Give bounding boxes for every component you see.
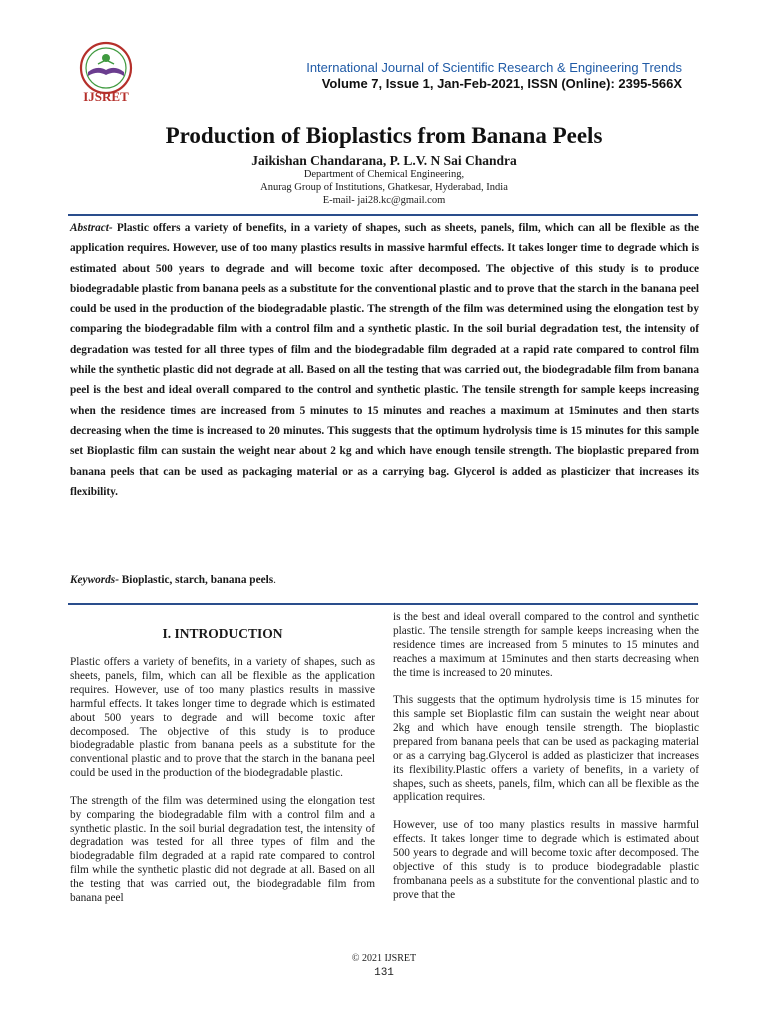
keywords-end: . xyxy=(273,574,276,586)
keywords xyxy=(70,574,276,586)
intro-paragraph-3: is the best and ideal overall compared to the control and synthetic plastic. The tensile strength for sample keeps increasing when the residence times are increased from 5 minutes to 15 minutes and reaches a maximum at 15minutes and then starts decreasing when the time is increased to 20 minutes. xyxy=(393,611,699,679)
intro-paragraph-4: This suggests that the optimum hydrolysis time is 15 minutes for this sample set Bioplastic film can sustain the weight near about 2kg and which have enough tensile strength. The bioplastic prepared from banana peels that can be used as packaging material or as a carrying bag.Glycerol is added as plasticizer that increases its flexibility.Plastic offers a variety of benefits, in a variety of shapes, such as sheets, panels, film, which can all be flexible as the application requires. xyxy=(393,694,699,804)
keywords-label: Keywords- xyxy=(70,574,119,586)
footer-copyright: © 2021 IJSRET xyxy=(351,953,417,964)
journal-name: International Journal of Scientific Research & Engineering Trends xyxy=(306,60,682,75)
affiliation-institution: Anurag Group of Institutions, Ghatkesar, Hyderabad, India xyxy=(260,182,508,193)
left-column xyxy=(70,656,375,920)
intro-paragraph-1: Plastic offers a variety of benefits, in a variety of shapes, such as sheets, panels, film, which can all be flexible as the application requires. However, use of too many plastics results in massive harmful effects. It takes longer time to degrade which is estimated about 500 years to degrade and will become toxic after decomposed. The objective of this study is to produce biodegradable plastic from banana peels as a substitute for the conventional plastic and to prove that the starch in the banana peel could be used in the production of the biodegradable plastic. xyxy=(70,656,375,780)
paper-title: Production of Bioplastics from Banana Peels xyxy=(165,123,603,148)
section-heading-introduction: I. INTRODUCTION xyxy=(162,626,283,641)
ijsret-logo xyxy=(68,38,144,104)
keywords-divider xyxy=(68,603,698,605)
logo-text: IJSRET xyxy=(83,89,129,104)
affiliation-email: E-mail- jai28.kc@gmail.com xyxy=(322,195,446,206)
page-number: 131 xyxy=(374,967,394,979)
affiliation-department: Department of Chemical Engineering, xyxy=(303,169,465,180)
intro-paragraph-2: The strength of the film was determined using the elongation test by comparing the biodegradable film with a control film and a synthetic plastic. In the soil burial degradation test, the intensity of degradation was tested for all three types of film and the biodegradable film degraded at a rapid rate compared to control film while the synthetic plastic did not degrade at all. Based on all the testing that was carried out, the biodegradable film from banana peel xyxy=(70,794,375,905)
abstract xyxy=(70,218,699,502)
top-divider xyxy=(68,214,698,216)
intro-paragraph-5: However, use of too many plastics results in massive harmful effects. It takes longer time to degrade which is estimated about 500 years to degrade and will become toxic after decomposed. The objective of this study is to produce biodegradable plastic frombanana peels as a substitute for the conventional plastic and to prove that the xyxy=(393,818,699,901)
journal-issue: Volume 7, Issue 1, Jan-Feb-2021, ISSN (Online): 2395-566X xyxy=(321,76,682,91)
abstract-text: Plastic offers a variety of benefits, in a variety of shapes, such as sheets, panels, film, which can all be flexible as the application requires. However, use of too many plastics results in massive harmful effects. It takes longer time to degrade which is estimated about 500 years to degrade and will become toxic after decomposed. The objective of this study is to produce biodegradable plastic from banana peels as a substitute for the conventional plastic and to prove that the starch in the banana peel could be used in the production of the biodegradable plastic. The strength of the film was determined using the elongation test by comparing the biodegradable film with a control film and a synthetic plastic. In the soil burial degradation test, the intensity of degradation was tested for all three types of film and the biodegradable film degraded at a rapid rate compared to control film while the synthetic plastic did not degrade at all. Based on all the testing that was carried out, the biodegradable film from banana peel is the best and ideal overall compared to the control and synthetic plastic. The tensile strength for sample keeps increasing when the residence times are increased from 5 minutes to 15 minutes and reaches a maximum at 15minutes and then starts decreasing when the time is increased to 20 minutes. This suggests that the optimum hydrolysis time is 15 minutes for this sample set Bioplastic film can sustain the weight near about 2 kg and which have enough tensile strength. The bioplastic prepared from banana peels that can be used as packaging material or as a carrying bag. Glycerol is added as plasticizer that increases its flexibility. xyxy=(70,222,699,498)
keywords-text: Bioplastic, starch, banana peels xyxy=(118,574,274,586)
abstract-label: Abstract- xyxy=(70,222,113,234)
right-column xyxy=(393,611,699,916)
paper-authors: Jaikishan Chandarana, P. L.V. N Sai Chandra xyxy=(251,153,517,168)
